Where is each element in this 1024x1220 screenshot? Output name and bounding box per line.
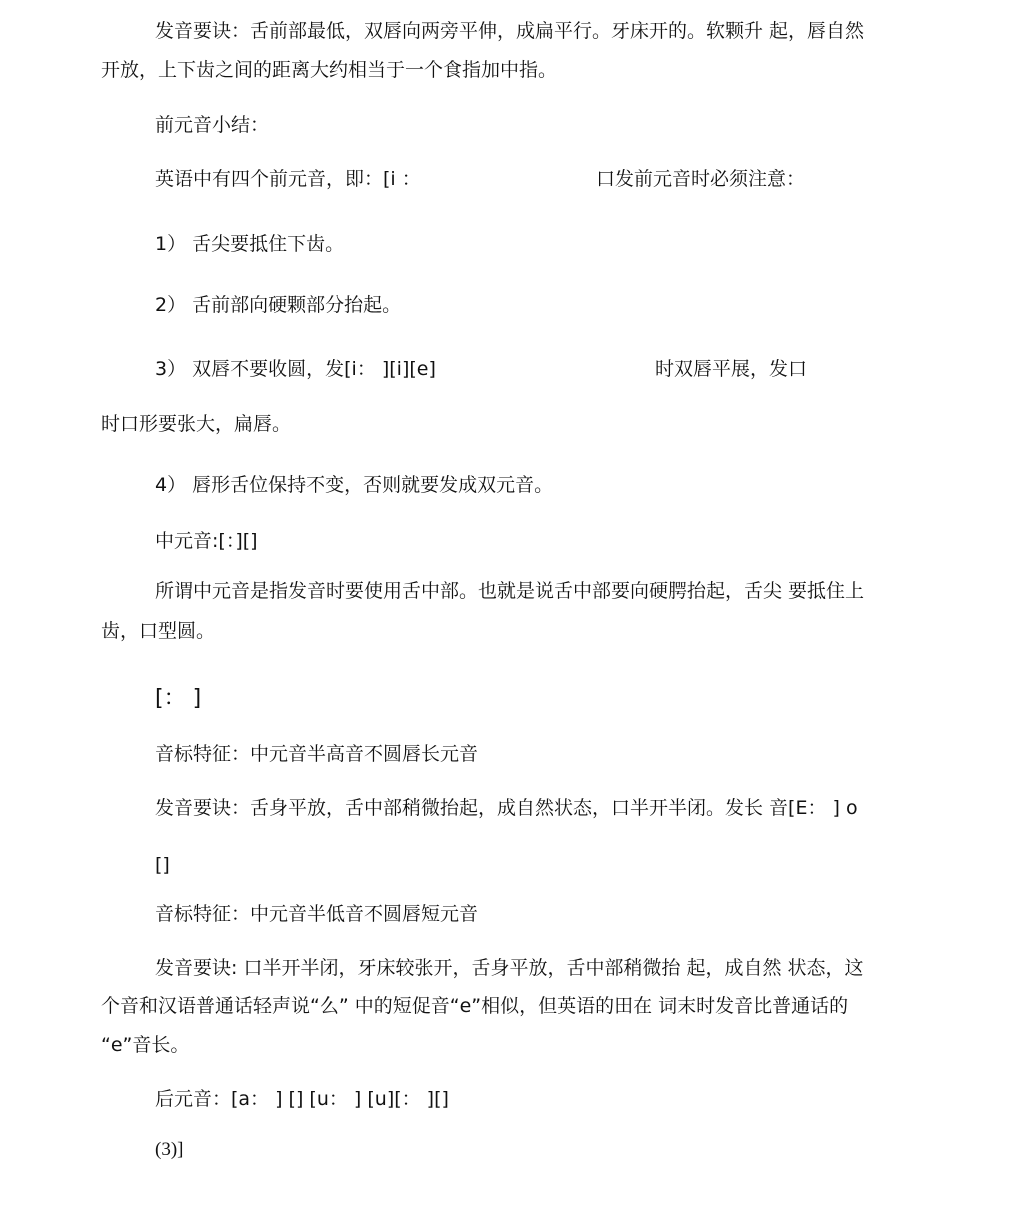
section-number: (3)] bbox=[155, 1139, 184, 1160]
paragraph-line: 齿，口型圆。 bbox=[101, 620, 216, 642]
list-item: 4） 唇形舌位保持不变，否则就要发成双元音。 bbox=[155, 474, 554, 496]
list-item: 3） 双唇不要收圆，发[i： ][i][e] bbox=[155, 358, 436, 380]
section-heading: 后元音：[a： ] [] [u： ] [u][： ][] bbox=[155, 1088, 449, 1110]
paragraph-line: 开放，上下齿之间的距离大约相当于一个食指加中指。 bbox=[101, 59, 558, 81]
phonetic-symbol: [： ] bbox=[155, 686, 202, 711]
paragraph-line: 发音要诀：舌身平放，舌中部稍微抬起，成自然状态，口半开半闭。发长 音[E： ] o bbox=[155, 797, 858, 819]
paragraph-line: 个音和汉语普通话轻声说“么” 中的短促音“e”相似，但英语的田在 词末时发音比普通话的 bbox=[101, 995, 849, 1017]
paragraph-line: 音标特征：中元音半低音不圆唇短元音 bbox=[155, 903, 479, 925]
paragraph-line: 英语中有四个前元音，即：[i ： bbox=[155, 168, 421, 190]
phonetic-symbol: [] bbox=[155, 854, 170, 876]
list-item: 1） 舌尖要抵住下齿。 bbox=[155, 233, 345, 255]
paragraph-line: 时口形要张大，扁唇。 bbox=[101, 413, 292, 435]
paragraph-line: 音标特征：中元音半高音不圆唇长元音 bbox=[155, 743, 479, 765]
paragraph-line: 发音要诀：舌前部最低，双唇向两旁平伸，成扁平行。牙床开的。软颗升 起，唇自然 bbox=[155, 20, 865, 42]
section-heading: 前元音小结： bbox=[155, 114, 270, 136]
paragraph-line: 所谓中元音是指发音时要使用舌中部。也就是说舌中部要向硬腭抬起，舌尖 要抵住上 bbox=[155, 580, 865, 602]
section-heading: 中元音:[：][] bbox=[155, 530, 258, 552]
list-item: 2） 舌前部向硬颗部分抬起。 bbox=[155, 294, 402, 316]
paragraph-line: 口发前元音时必须注意： bbox=[596, 168, 806, 190]
list-item-continuation: 时双唇平展，发口 bbox=[655, 358, 808, 380]
paragraph-line: 发音要诀: 口半开半闭，牙床较张开，舌身平放，舌中部稍微抬 起，成自然 状态，这 bbox=[155, 957, 864, 979]
paragraph-line: “e”音长。 bbox=[101, 1034, 190, 1056]
